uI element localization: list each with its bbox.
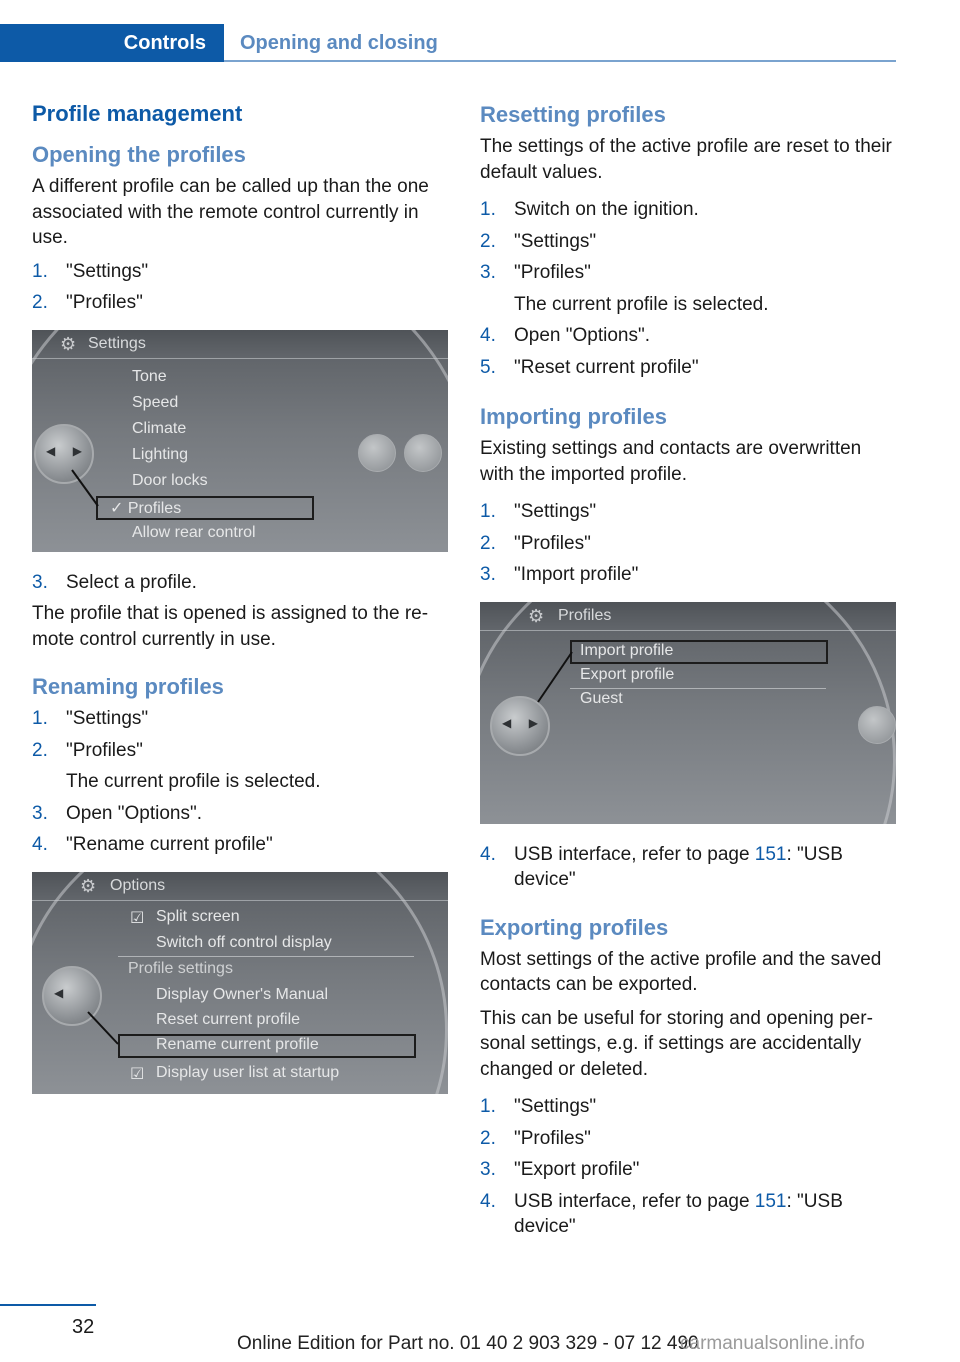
checkbox-icon: ☑: [130, 1065, 145, 1083]
menu-item-display-user-list: Display user list at startup: [156, 1063, 340, 1081]
step-text: USB interface, refer to page: [514, 1190, 755, 1212]
page-header: [0, 24, 896, 62]
section-tab[interactable]: Controls: [0, 24, 224, 62]
step-text: Switch on the ignition.: [514, 199, 699, 220]
list-item: [32, 738, 448, 795]
step-number: 4.: [480, 1190, 496, 1212]
step-number: 4.: [480, 843, 496, 865]
menu-item-door-locks: Door locks: [132, 471, 208, 489]
menu-item-profiles: ✓ Profiles: [110, 499, 182, 517]
step-text: "Profiles": [66, 292, 143, 313]
arrow-right-icon: ▶: [72, 443, 82, 458]
section-title: Profile management: [32, 101, 243, 126]
list-item: [480, 499, 896, 525]
arrow-right-icon: ▶: [528, 715, 538, 730]
list-item: [480, 355, 896, 381]
screen-title: Options: [110, 876, 166, 894]
list-item: [32, 801, 448, 827]
list-item: [32, 290, 448, 316]
list-item: [480, 842, 896, 893]
gear-icon: ⚙: [528, 605, 545, 626]
list-item: [480, 1094, 896, 1120]
step-number: 4.: [32, 834, 48, 855]
menu-item-lighting: Lighting: [132, 445, 189, 463]
opening-heading: Opening the profiles: [32, 142, 246, 167]
resetting-steps: [480, 197, 896, 380]
menu-group-profile-settings: Profile settings: [128, 959, 233, 977]
step-text: "Profiles": [514, 262, 591, 283]
exporting-p1: Most settings of the active profile and the saved contacts can be exported.: [480, 948, 882, 995]
list-item: [480, 1157, 896, 1183]
exporting-heading: Exporting profiles: [480, 914, 669, 940]
options-icon: [858, 706, 896, 744]
step-text: "Import profile": [514, 564, 639, 585]
menu-item-switch-off-display: Switch off control display: [156, 933, 332, 951]
list-item: [480, 1126, 896, 1152]
step-text: USB interface, refer to page: [514, 843, 755, 865]
step-number: 3.: [480, 1159, 496, 1180]
step-number: 3.: [480, 564, 496, 585]
step-number: 2.: [480, 532, 496, 554]
gear-icon: ⚙: [80, 875, 97, 896]
step-number: 2.: [480, 1127, 496, 1149]
step-number: 1.: [32, 260, 48, 282]
chapter-tab[interactable]: Opening and closing: [240, 32, 438, 54]
step-text: : "USB device": [514, 843, 843, 890]
step-text: "Export profile": [514, 1159, 640, 1180]
list-item: [32, 259, 448, 285]
pointer-line: [480, 602, 896, 824]
menu-item-split-screen: Split screen: [156, 907, 240, 925]
gear-icon: ⚙: [60, 333, 77, 354]
step-text: "Profiles": [514, 532, 591, 554]
step-text: Open "Options".: [514, 325, 651, 346]
page-link[interactable]: 151: [754, 1190, 787, 1212]
list-item: [480, 323, 896, 349]
step-number: 3.: [32, 802, 48, 824]
renaming-heading: Renaming profiles: [32, 674, 224, 699]
edition-note: Online Edition for Part no. 01 40 2 903 329 - 07 12 490: [237, 1333, 699, 1354]
menu-item-export-profile: Export profile: [580, 665, 675, 683]
settings-screenshot: [32, 330, 448, 552]
step-number: 5.: [480, 356, 496, 378]
checkbox-icon: ☑: [130, 909, 145, 927]
header-divider: [224, 60, 896, 62]
menu-item-allow-rear-control: Allow rear control: [132, 523, 256, 541]
step-text: : "USB device": [514, 1190, 843, 1237]
step-text: "Settings": [66, 708, 149, 729]
step-number: 1.: [480, 199, 496, 220]
arrow-left-icon: ◀: [46, 443, 56, 458]
step-text: Open "Options".: [66, 802, 203, 824]
step-text: "Settings": [514, 1096, 597, 1117]
step-text: "Settings": [514, 230, 597, 252]
page-link[interactable]: 151: [754, 843, 787, 865]
page-number: 32: [72, 1316, 95, 1338]
options-icon: [404, 434, 442, 472]
resetting-heading: Resetting profiles: [480, 102, 666, 127]
step-text: "Profiles": [66, 739, 143, 761]
step-number: 1.: [32, 708, 48, 729]
list-item: [480, 562, 896, 588]
menu-item-rename-current-profile: Rename current profile: [156, 1035, 319, 1053]
step-text: "Rename current profile": [66, 834, 273, 855]
step-note: The current profile is selected.: [514, 293, 769, 315]
list-item: [480, 531, 896, 557]
step-text: "Reset current profile": [514, 356, 699, 378]
importing-steps: [480, 499, 896, 588]
step-number: 4.: [480, 325, 496, 346]
step-number: 1.: [480, 1096, 496, 1117]
renaming-steps: [32, 706, 448, 858]
step-number: 2.: [480, 230, 496, 252]
importing-intro: Existing settings and contacts are overwritten with the imported profile.: [480, 438, 862, 485]
exporting-p2: This can be useful for storing and opening per-sonal settings, e.g. if settings are accidentally changed or deleted.: [480, 1007, 873, 1080]
menu-item-reset-current-profile: Reset current profile: [156, 1010, 301, 1028]
options-screenshot: [32, 872, 448, 1094]
menu-item-speed: Speed: [132, 393, 179, 411]
exporting-steps: [480, 1094, 896, 1240]
list-item: [480, 197, 896, 223]
step-note: The current profile is selected.: [66, 771, 321, 792]
menu-item-tone: Tone: [132, 367, 167, 385]
left-column: [32, 100, 448, 1112]
menu-item-climate: Climate: [132, 419, 187, 437]
list-item: [480, 229, 896, 255]
menu-item-display-owners-manual: Display Owner's Manual: [156, 985, 329, 1003]
watermark: carmanualsonline.info: [680, 1333, 865, 1354]
list-item: [480, 260, 896, 317]
opening-intro: A different profile can be called up than the one associated with the remote control currently in use.: [32, 176, 429, 248]
step-number: 2.: [32, 739, 48, 761]
list-item: [32, 706, 448, 732]
list-item: [480, 1189, 896, 1240]
step-number: 2.: [32, 292, 48, 313]
screen-title: Settings: [88, 334, 146, 352]
step-text: Select a profile.: [66, 571, 197, 593]
step-number: 3.: [480, 262, 496, 283]
resetting-intro: The settings of the active profile are reset to their default values.: [480, 136, 892, 183]
menu-item-import-profile: Import profile: [580, 641, 674, 659]
screen-title: Profiles: [558, 606, 612, 624]
right-column: [480, 100, 896, 1252]
profiles-screenshot: [480, 602, 896, 824]
arrow-left-icon: ◀: [502, 715, 512, 730]
importing-heading: Importing profiles: [480, 404, 667, 429]
opening-step3: [32, 570, 448, 596]
step-text: "Settings": [514, 501, 597, 522]
arrow-left-icon: ◀: [54, 985, 64, 1000]
opening-after: The profile that is opened is assigned to the re-mote control currently in use.: [32, 603, 429, 650]
list-item: [32, 832, 448, 858]
menu-item-guest: Guest: [580, 689, 623, 707]
step-number: 1.: [480, 501, 496, 522]
list-item: [32, 570, 448, 596]
step-number: 3.: [32, 571, 48, 593]
step-text: "Settings": [66, 260, 149, 282]
footer-divider: [0, 1304, 96, 1306]
pointer-line: [32, 872, 448, 1094]
step-text: "Profiles": [514, 1127, 591, 1149]
importing-step4: [480, 842, 896, 893]
opening-steps: [32, 259, 448, 316]
options-icon: [358, 434, 396, 472]
